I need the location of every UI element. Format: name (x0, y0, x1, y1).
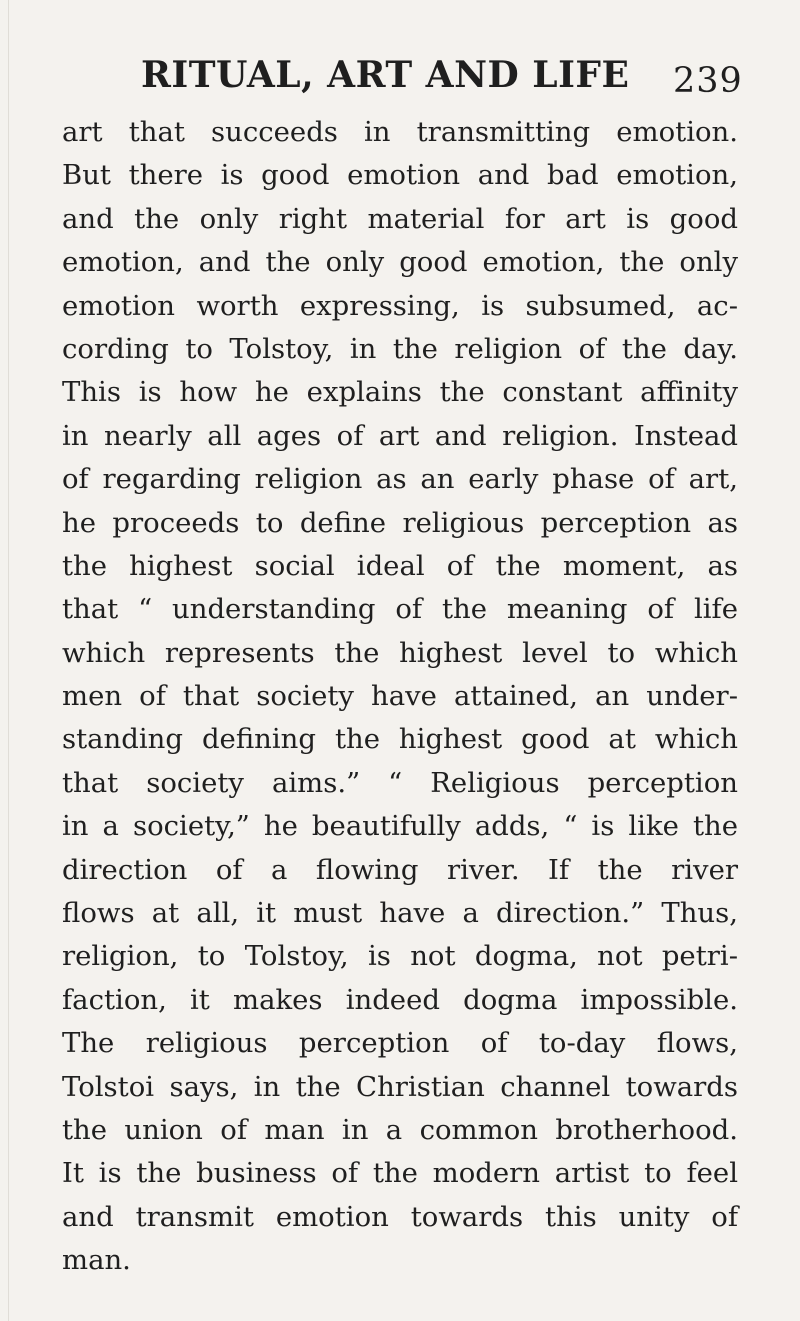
text-line: in nearly all ages of art and religion. Instead (62, 419, 738, 452)
text-line: emotion worth expressing, is subsumed, ac- (62, 289, 738, 322)
text-line: the highest social ideal of the moment, as (62, 549, 738, 582)
text-line: men of that society have attained, an under- (62, 680, 738, 713)
text-line: standing defining the highest good at which (62, 723, 738, 756)
text-line: in a society,” he beautifully adds, “ is like the (62, 810, 738, 843)
text-line: The religious perception of to-day flows, (62, 1027, 738, 1060)
running-head: RITUAL, ART AND LIFE (141, 54, 630, 96)
text-line: that “ understanding of the meaning of life (62, 593, 738, 626)
text-line: he proceeds to define religious perception as (62, 506, 738, 539)
text-line: cording to Tolstoy, in the religion of the day. (62, 332, 738, 365)
page-header (0, 48, 800, 108)
text-line: the union of man in a common brotherhood. (62, 1113, 738, 1146)
text-line: This is how he explains the constant affinity (62, 376, 738, 409)
text-line: flows at all, it must have a direction.” Thus, (62, 897, 738, 930)
text-line: But there is good emotion and bad emotion, (62, 159, 738, 192)
page-number: 239 (673, 61, 743, 101)
text-line: direction of a flowing river. If the river (62, 853, 738, 886)
text-line: and transmit emotion towards this unity of (62, 1200, 738, 1233)
text-line: that society aims.” “ Religious perception (62, 766, 738, 799)
text-line: It is the business of the modern artist to feel (62, 1157, 738, 1190)
text-line: emotion, and the only good emotion, the only (62, 246, 738, 279)
text-line: and the only right material for art is good (62, 202, 738, 235)
text-line: of regarding religion as an early phase of art, (62, 463, 738, 496)
body-paragraph (62, 111, 738, 1283)
text-line: faction, it makes indeed dogma impossible. (62, 983, 738, 1016)
text-line: which represents the highest level to which (62, 636, 738, 669)
text-line: man. (62, 1244, 131, 1277)
text-line: art that succeeds in transmitting emotion. (62, 116, 738, 148)
text-line: religion, to Tolstoy, is not dogma, not petri- (62, 940, 738, 973)
page-edge (8, 0, 9, 1321)
text-line: Tolstoi says, in the Christian channel towards (62, 1070, 738, 1103)
